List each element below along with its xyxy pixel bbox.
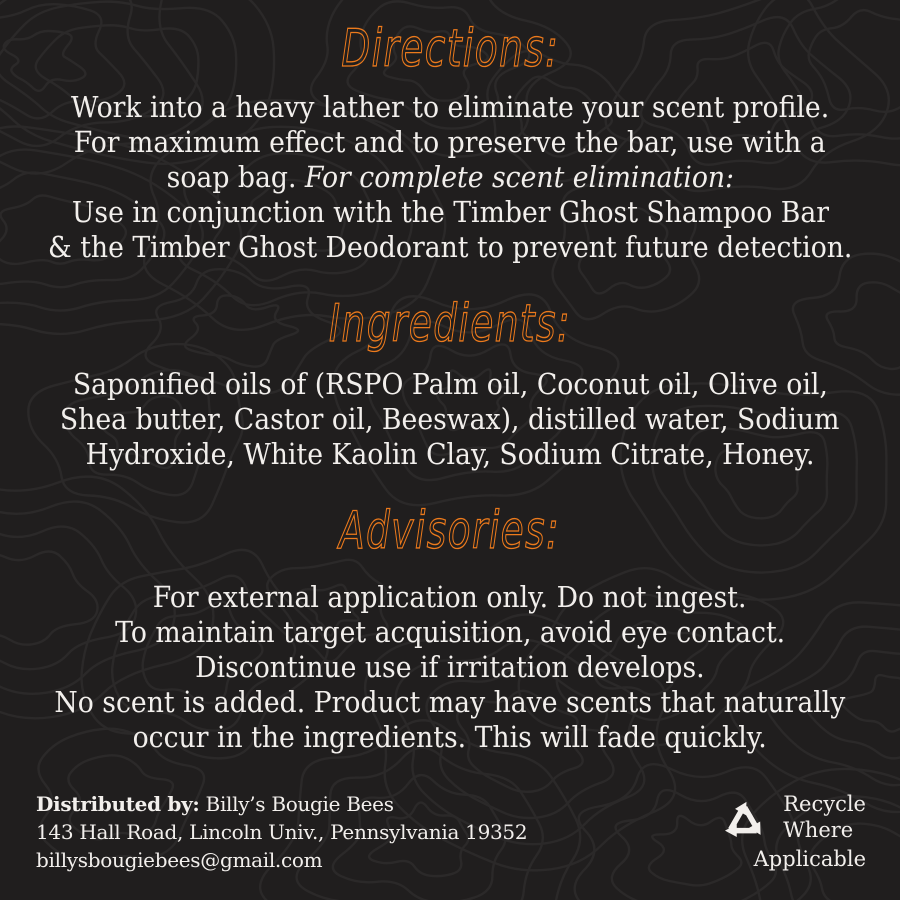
distributor-address: 143 Hall Road, Lincoln Univ., Pennsylvania 19352 bbox=[36, 820, 528, 844]
advisories-line: occur in the ingredients. This will fade quickly. bbox=[132, 720, 768, 754]
directions-line: Work into a heavy lather to eliminate your scent profile. bbox=[70, 90, 830, 124]
ingredients-text bbox=[0, 367, 900, 472]
ingredients-line: Saponified oils of (RSPO Palm oil, Coconut oil, Olive oil, bbox=[72, 367, 828, 401]
recycle-text-top bbox=[783, 791, 866, 843]
ingredients-line: Hydroxide, White Kaolin Clay, Sodium Citrate, Honey. bbox=[85, 437, 815, 471]
directions-line3-regular: soap bag. bbox=[166, 160, 305, 194]
ingredients-heading bbox=[0, 295, 900, 353]
recycle-word-3: Applicable bbox=[753, 847, 866, 871]
advisories-line: Discontinue use if irritation develops. bbox=[195, 650, 705, 684]
directions-heading bbox=[0, 20, 900, 78]
distributed-by-label: Distributed by: bbox=[36, 792, 200, 816]
recycle-note bbox=[715, 788, 866, 872]
ingredients-line: Shea butter, Castor oil, Beeswax), distilled water, Sodium bbox=[60, 402, 840, 436]
distributed-by-value: Billy’s Bougie Bees bbox=[199, 792, 394, 816]
directions-line: For maximum effect and to preserve the bar, use with a bbox=[74, 125, 826, 159]
advisories-line: No scent is added. Product may have scents that naturally bbox=[54, 685, 846, 719]
directions-line bbox=[0, 160, 900, 195]
distributor-info bbox=[36, 790, 527, 874]
advisories-line: To maintain target acquisition, avoid eye contact. bbox=[114, 615, 786, 649]
directions-text bbox=[0, 90, 900, 265]
advisories-heading bbox=[0, 502, 900, 560]
distributed-by-line bbox=[36, 790, 527, 818]
directions-line: Use in conjunction with the Timber Ghost Shampoo Bar bbox=[71, 195, 829, 229]
advisories-text bbox=[0, 580, 900, 755]
directions-line3-italic: For complete scent elimination: bbox=[304, 160, 734, 194]
recycle-icon bbox=[715, 788, 773, 846]
recycle-word-1: Recycle bbox=[783, 792, 866, 816]
directions-heading-text: Directions: bbox=[341, 19, 559, 79]
advisories-line: For external application only. Do not ingest. bbox=[153, 580, 747, 614]
directions-line: & the Timber Ghost Deodorant to prevent future detection. bbox=[47, 230, 853, 264]
ingredients-heading-text: Ingredients: bbox=[329, 294, 571, 354]
advisories-heading-text: Advisories: bbox=[339, 501, 561, 561]
recycle-word-2: Where bbox=[783, 818, 854, 842]
distributor-email: billysbougiebees@gmail.com bbox=[36, 848, 323, 872]
